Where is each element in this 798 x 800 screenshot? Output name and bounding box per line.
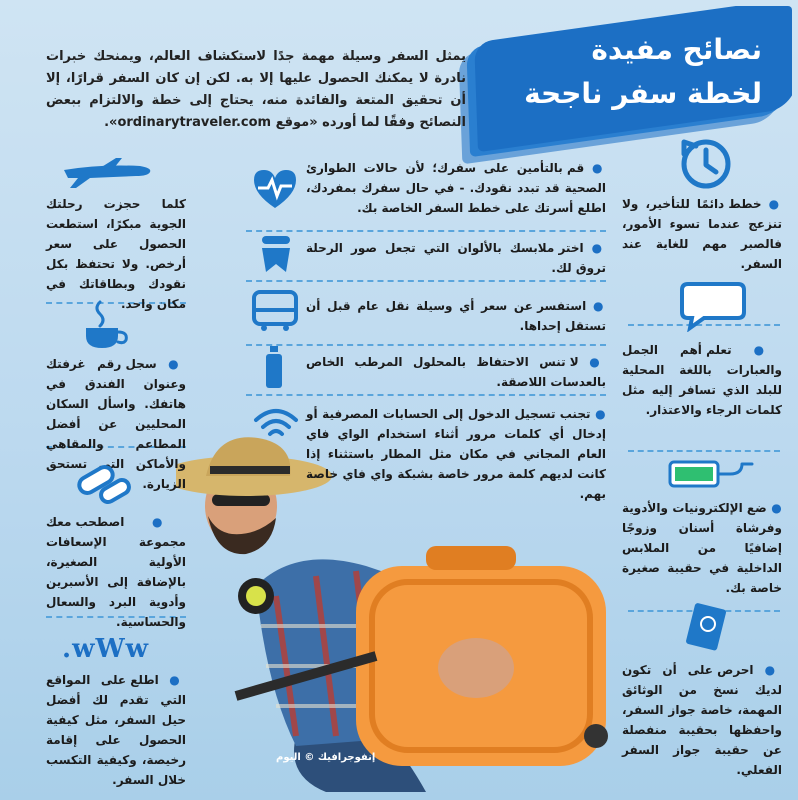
infographic bbox=[6, 6, 792, 794]
tip-middle-4: ● لا تنس الاحتفاظ بالمحلول المرطب الخاص بالعدسات اللاصقة. bbox=[306, 355, 606, 389]
pills-icon bbox=[74, 460, 134, 508]
tip-right-1: ● خطط دائمًا للتأخير، ولا تنزعج عندما تسوء الأمور، فالصبر مهم للغاية عند السفر. bbox=[622, 197, 782, 271]
tip-middle-2: ● اختر ملابسك بالألوان التي تجعل صور الرحلة تروق لك. bbox=[306, 241, 607, 275]
intro-paragraph: يمثل السفر وسيلة مهمة جدًا لاستكشاف العالم، ويمنحك خبرات نادرة لا يمكنك الحصول عليها إلا به. لكن إن كان السفر قرارًا، إلا أن تحقيق المتعة والفائدة منه، يحتاج إلى خطة والالتزام ببعض النصائح وفقًا لما أورده «موقع ordinarytraveler.com». bbox=[46, 49, 466, 130]
tip-right-3-text: ضع الإلكترونيات والأدوية وفرشاة أسنان وزوجًا إضافيًا من الملابس الداخلية في حقيبة صغيرة خاصة بك. bbox=[622, 501, 782, 595]
tip-middle-5-text: تجنب تسجيل الدخول إلى الحسابات المصرفية أو إدخال أي كلمات مرور أثناء استخدام الواي فاي العام المجاني في مكان مثل المطار باستثناء إذا كانت لديهم كلمة مرور خاصة بشبكة واي فاي خاصة بهم. bbox=[306, 407, 606, 501]
divider bbox=[628, 450, 780, 452]
tip-left-1-text: كلما حجزت رحلتك الجوية مبكرًا، استطعت الحصول على سعر أرخص. ولا تحتفظ بكل نقودك وبطاقاتك في مكان واحد. bbox=[46, 197, 186, 311]
divider bbox=[246, 230, 606, 232]
tip-right-2: ● تعلم أهم الجمل والعبارات باللغة المحلية للبلد الذي تسافر إليه مثل كلمات الرجاء والاعتذار. bbox=[622, 343, 782, 417]
clock-icon bbox=[676, 134, 736, 194]
wifi-icon bbox=[252, 406, 300, 442]
tip-left-2-text: سجل رقم غرفتك وعنوان الفندق في هاتفك. واسأل السكان المحليين عن أفضل المطاعم والمقاهي والأماكن التي تستحق الزيارة. bbox=[46, 357, 186, 491]
bottle-icon bbox=[262, 344, 286, 390]
divider bbox=[246, 344, 606, 346]
divider bbox=[246, 394, 606, 396]
speech-bubble-icon bbox=[678, 278, 748, 332]
clothes-icon bbox=[256, 232, 296, 276]
title-line-1: نصائح مفيدة bbox=[591, 33, 762, 66]
tip-middle-3-text: استفسر عن سعر أي وسيلة نقل عام قبل أن تستقل إحداها. bbox=[306, 299, 606, 333]
tip-right-4: ● احرص على أن تكون لديك نسخ من الوثائق المهمة، خاصة جواز السفر، واحفظها بحقيبة منفصلة عن حقيبة جواز السفر الفعلي. bbox=[622, 663, 782, 777]
tip-middle-4-text: لا تنس الاحتفاظ بالمحلول المرطب الخاص بالعدسات اللاصقة. bbox=[306, 355, 606, 389]
tip-right-3: ● ضع الإلكترونيات والأدوية وفرشاة أسنان وزوجًا إضافيًا من الملابس الداخلية في حقيبة صغيرة خاصة بك. bbox=[622, 501, 782, 595]
tip-left-4: ● اطلع على المواقع التي تقدم لك أفضل حيل السفر، مثل كيفية الحصول على إقامة رخيصة، وكيفية التكسب خلال السفر. bbox=[46, 673, 186, 787]
tip-middle-1: ● قم بالتأمين على سفرك؛ لأن حالات الطوارئ الصحية قد تبدد نقودك. - في حال سفرك بمفردك، اطلع أسرتك على خطط السفر الخاصة بك. bbox=[306, 161, 606, 215]
airplane-icon bbox=[60, 156, 156, 190]
title-line-2: لخطة سفر ناجحة bbox=[524, 77, 762, 110]
tip-left-2: ● سجل رقم غرفتك وعنوان الفندق في هاتفك. واسأل السكان المحليين عن أفضل المطاعم والمقاهي والأماكن التي تستحق الزيارة. bbox=[46, 357, 186, 491]
battery-icon bbox=[666, 454, 756, 494]
bus-icon bbox=[250, 288, 300, 334]
tip-middle-5: ● تجنب تسجيل الدخول إلى الحسابات المصرفية أو إدخال أي كلمات مرور أثناء استخدام الواي فاي العام المجاني في مكان مثل المطار باستثناء إذا كانت لديهم كلمة مرور خاصة بشبكة واي فاي خاصة بهم. bbox=[306, 407, 606, 501]
coffee-cup-icon bbox=[80, 298, 130, 352]
tip-left-1 bbox=[46, 194, 186, 314]
www-icon: wWw. bbox=[62, 634, 150, 664]
tip-middle-2-text: اختر ملابسك بالألوان التي تجعل صور الرحلة تروق لك. bbox=[306, 241, 606, 275]
tip-left-3: ● اصطحب معك مجموعة الإسعافات الأولية الصغيرة، بالإضافة إلى الأسبرين وأدوية البرد والسعال والحساسية. bbox=[46, 515, 186, 629]
tip-left-4-text: اطلع على المواقع التي تقدم لك أفضل حيل السفر، مثل كيفية الحصول على إقامة رخيصة، وكيفية التكسب خلال السفر. bbox=[46, 673, 186, 787]
passport-icon bbox=[682, 600, 732, 654]
credit: إنفوجرافيك © اليوم bbox=[276, 752, 376, 763]
heartbeat-icon bbox=[250, 166, 300, 212]
tip-middle-1-text: قم بالتأمين على سفرك؛ لأن حالات الطوارئ الصحية قد تبدد نقودك. - في حال سفرك بمفردك، اطلع أسرتك على خطط السفر الخاصة بك. bbox=[306, 161, 606, 215]
tip-right-2-text: تعلم أهم الجمل والعبارات باللغة المحلية للبلد الذي تسافر إليه مثل كلمات الرجاء والاعتذار. bbox=[622, 343, 782, 417]
tip-right-1-text: خطط دائمًا للتأخير، ولا تنزعج عندما تسوء الأمور، فالصبر مهم للغاية عند السفر. bbox=[622, 197, 782, 271]
divider bbox=[246, 280, 606, 282]
tip-right-4-text: احرص على أن تكون لديك نسخ من الوثائق المهمة، خاصة جواز السفر، واحفظها بحقيبة منفصلة عن حقيبة جواز السفر الفعلي. bbox=[622, 663, 782, 777]
title bbox=[502, 28, 762, 116]
tip-middle-3: ● استفسر عن سعر أي وسيلة نقل عام قبل أن تستقل إحداها. bbox=[306, 299, 606, 333]
tip-left-3-text: اصطحب معك مجموعة الإسعافات الأولية الصغيرة، بالإضافة إلى الأسبرين وأدوية البرد والسعال والحساسية. bbox=[46, 515, 186, 629]
